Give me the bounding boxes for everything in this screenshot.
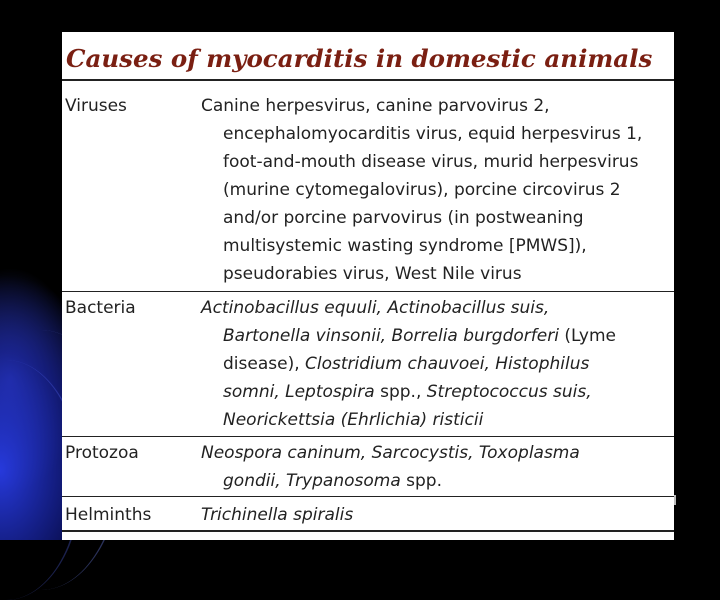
- agent-name-italic: Bartonella vinsonii, Borrelia burgdorferi: [223, 326, 559, 346]
- agent-line: [201, 148, 674, 176]
- agent-line: [201, 350, 674, 378]
- agent-name-italic: Actinobacillus equuli, Actinobacillus suis,: [201, 298, 550, 318]
- table-title: Causes of myocarditis in domestic animals: [66, 44, 653, 73]
- agent-name-italic: Neorickettsia (Ehrlichia) risticii: [223, 410, 484, 430]
- row-divider: [62, 496, 674, 497]
- agent-text: multisystemic wasting syndrome [PMWS]),: [223, 236, 587, 256]
- agent-name-italic: gondii, Trypanosoma: [223, 471, 401, 491]
- category-label: Helminths: [65, 505, 152, 525]
- edge-mark: [674, 495, 676, 505]
- agent-text: (Lyme: [558, 326, 616, 346]
- agents-cell: [201, 439, 674, 495]
- agent-line: [201, 92, 674, 120]
- agent-text: pseudorabies virus, West Nile virus: [223, 264, 522, 284]
- agent-name-italic: Streptococcus suis,: [426, 382, 592, 402]
- category-label: Viruses: [65, 96, 127, 116]
- agent-line: [201, 176, 674, 204]
- category-label: Bacteria: [65, 298, 136, 318]
- agent-name-italic: somni, Leptospira: [223, 382, 375, 402]
- title-rule: [62, 79, 674, 81]
- agents-cell: [201, 294, 674, 434]
- agent-line: [201, 204, 674, 232]
- agent-name-italic: Neospora caninum, Sarcocystis, Toxoplasma: [201, 443, 580, 463]
- agent-line: [201, 232, 674, 260]
- agent-text: spp.: [400, 471, 442, 491]
- agent-text: Canine herpesvirus, canine parvovirus 2,: [201, 96, 550, 116]
- table-bottom-rule: [62, 530, 674, 532]
- agent-line: [201, 120, 674, 148]
- agent-name-italic: Clostridium chauvoei, Histophilus: [305, 354, 590, 374]
- agent-line: [201, 467, 674, 495]
- row-divider: [62, 436, 674, 437]
- agents-cell: [201, 92, 674, 288]
- row-divider: [62, 291, 674, 292]
- agent-line: [201, 406, 674, 434]
- agent-text: disease),: [223, 354, 306, 374]
- agent-line: [201, 501, 674, 529]
- agent-text: (murine cytomegalovirus), porcine circovirus 2: [223, 180, 621, 200]
- agent-text: foot-and-mouth disease virus, murid herpesvirus: [223, 152, 639, 172]
- agent-line: [201, 378, 674, 406]
- agent-text: and/or porcine parvovirus (in postweaning: [223, 208, 584, 228]
- table-page: [62, 32, 674, 540]
- agent-line: [201, 294, 674, 322]
- category-label: Protozoa: [65, 443, 139, 463]
- agent-line: [201, 439, 674, 467]
- agents-cell: [201, 501, 674, 529]
- agent-line: [201, 322, 674, 350]
- agent-name-italic: Trichinella spiralis: [201, 505, 354, 525]
- agent-text: encephalomyocarditis virus, equid herpesvirus 1,: [223, 124, 643, 144]
- agent-text: spp.,: [374, 382, 427, 402]
- agent-line: [201, 260, 674, 288]
